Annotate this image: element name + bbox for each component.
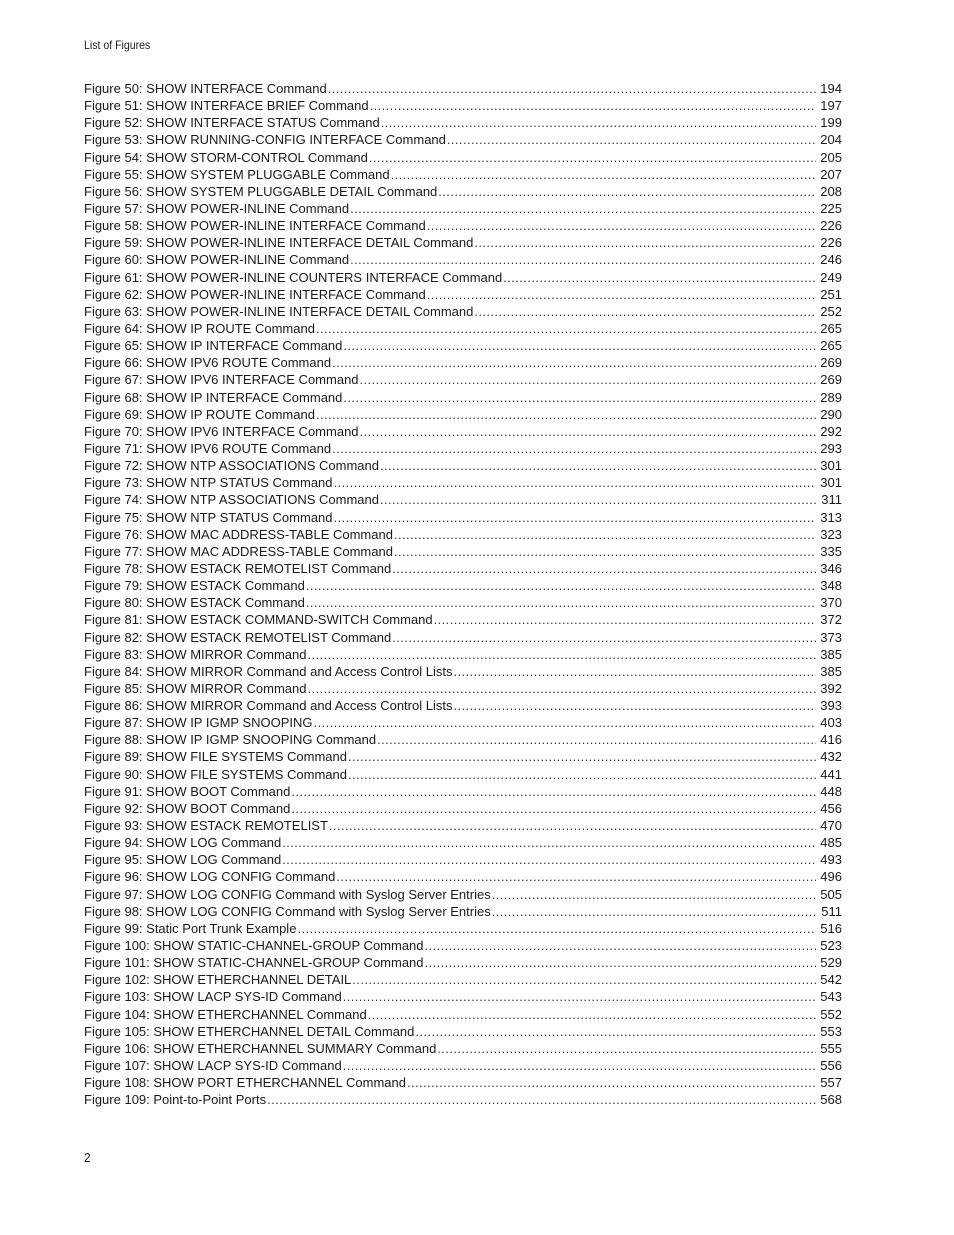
toc-entry[interactable] [84,954,842,971]
toc-entry[interactable] [84,886,842,903]
toc-entry-label: Figure 59: SHOW POWER-INLINE INTERFACE DETAIL Command [84,235,474,251]
toc-entry[interactable] [84,406,842,423]
toc-entry-page: 555 [820,1040,842,1056]
toc-entry-label: Figure 109: Point-to-Point Ports [84,1092,267,1108]
dot-leader [291,800,816,817]
toc-entry-label: Figure 50: SHOW INTERFACE Command [84,81,327,96]
toc-entry-label: Figure 75: SHOW NTP STATUS Command [84,509,333,525]
dot-leader [267,1091,816,1108]
dot-leader [380,491,817,508]
dot-leader [334,509,817,526]
toc-entry-page: 249 [820,269,842,285]
toc-entry[interactable] [84,629,842,646]
toc-entry-label: Figure 74: SHOW NTP ASSOCIATIONS Command [84,492,379,508]
toc-entry-page: 448 [820,783,842,799]
dot-leader [350,251,816,268]
toc-entry-page: 204 [820,132,842,148]
toc-entry-page: 269 [820,372,842,388]
toc-entry-page: 403 [820,715,842,731]
toc-entry[interactable] [84,646,842,663]
toc-entry[interactable] [84,337,842,354]
toc-entry[interactable] [84,1074,842,1091]
toc-entry-page: 346 [820,560,842,576]
toc-entry-page: 552 [820,1006,842,1022]
toc-entry-page: 456 [820,800,842,816]
toc-entry-page: 323 [820,526,842,542]
dot-leader [291,783,816,800]
toc-entry-label: Figure 103: SHOW LACP SYS-ID Command [84,989,342,1005]
toc-entry-page: 199 [820,115,842,131]
toc-entry-label: Figure 58: SHOW POWER-INLINE INTERFACE Command [84,218,426,234]
toc-entry[interactable] [84,251,842,268]
dot-leader [306,577,816,594]
toc-entry-label: Figure 102: SHOW ETHERCHANNEL DETAIL [84,972,352,988]
dot-leader [369,149,816,166]
toc-entry-label: Figure 77: SHOW MAC ADDRESS-TABLE Command [84,543,393,559]
dot-leader [427,217,817,234]
toc-entry-page: 373 [820,629,842,645]
toc-entry-label: Figure 63: SHOW POWER-INLINE INTERFACE DETAIL Command [84,303,474,319]
toc-entry-label: Figure 85: SHOW MIRROR Command [84,680,307,696]
toc-entry[interactable] [84,663,842,680]
dot-leader [308,646,817,663]
dot-leader [391,166,817,183]
toc-entry[interactable] [84,560,842,577]
page-number: 2 [84,1150,91,1165]
toc-entry-page: 205 [820,149,842,165]
toc-entry-page: 225 [820,200,842,216]
dot-leader [394,543,816,560]
toc-entry-page: 511 [821,903,842,919]
toc-entry-label: Figure 82: SHOW ESTACK REMOTELIST Command [84,629,392,645]
toc-entry-page: 516 [820,920,842,936]
toc-entry-label: Figure 90: SHOW FILE SYSTEMS Command [84,766,347,782]
dot-leader [370,97,817,114]
dot-leader [447,131,816,148]
dot-leader [407,1074,816,1091]
toc-entry[interactable] [84,697,842,714]
dot-leader [380,457,816,474]
toc-entry[interactable] [84,731,842,748]
dot-leader [360,371,817,388]
toc-entry[interactable] [84,543,842,560]
toc-entry-page: 493 [820,852,842,868]
toc-entry-page: 568 [820,1092,842,1108]
toc-entry-label: Figure 68: SHOW IP INTERFACE Command [84,389,343,405]
toc-entry-label: Figure 62: SHOW POWER-INLINE INTERFACE Command [84,286,426,302]
toc-entry-page: 293 [820,440,842,456]
toc-entry-page: 432 [820,749,842,765]
dot-leader [314,714,817,731]
running-header: List of Figures [84,38,151,52]
toc-entry-label: Figure 81: SHOW ESTACK COMMAND-SWITCH Command [84,612,433,628]
toc-entry-page: 543 [820,989,842,1005]
toc-entry[interactable] [84,1006,842,1023]
toc-entry[interactable] [84,457,842,474]
dot-leader [343,1057,817,1074]
toc-entry-label: Figure 69: SHOW IP ROUTE Command [84,406,315,422]
dot-leader [329,817,816,834]
toc-entry-page: 529 [820,955,842,971]
toc-entry[interactable] [84,131,842,148]
toc-entry[interactable] [84,800,842,817]
dot-leader [381,114,817,131]
dot-leader [492,886,817,903]
toc-entry-page: 208 [820,183,842,199]
toc-entry-label: Figure 83: SHOW MIRROR Command [84,646,307,662]
toc-entry-label: Figure 80: SHOW ESTACK Command [84,595,305,611]
toc-entry-page: 301 [820,475,842,491]
toc-entry-page: 496 [820,869,842,885]
toc-entry-label: Figure 60: SHOW POWER-INLINE Command [84,252,350,268]
dot-leader [360,423,817,440]
dot-leader [282,834,816,851]
dot-leader [336,868,816,885]
toc-entry[interactable] [84,1091,842,1108]
toc-entry-page: 485 [820,835,842,851]
toc-entry-label: Figure 86: SHOW MIRROR Command and Access Control Lists [84,698,453,714]
toc-entry-label: Figure 93: SHOW ESTACK REMOTELIST [84,818,328,834]
toc-entry-page: 289 [820,389,842,405]
toc-entry-label: Figure 88: SHOW IP IGMP SNOOPING Command [84,732,377,748]
dot-leader [392,629,816,646]
dot-leader [350,200,816,217]
toc-entry-page: 385 [820,663,842,679]
toc-entry-page: 392 [820,680,842,696]
toc-entry[interactable] [84,611,842,628]
toc-entry[interactable] [84,183,842,200]
toc-entry[interactable] [84,440,842,457]
dot-leader [394,526,816,543]
dot-leader [427,286,817,303]
toc-entry-label: Figure 52: SHOW INTERFACE STATUS Command [84,115,380,131]
toc-entry-page: 470 [820,818,842,834]
dot-leader [474,234,816,251]
toc-entry-label: Figure 96: SHOW LOG CONFIG Command [84,869,336,885]
dot-leader [328,80,817,97]
toc-entry[interactable] [84,149,842,166]
toc-entry-page: 226 [820,235,842,251]
toc-entry-label: Figure 98: SHOW LOG CONFIG Command with Syslog Server Entries [84,903,491,919]
dot-leader [343,988,817,1005]
toc-entry-label: Figure 51: SHOW INTERFACE BRIEF Command [84,98,369,114]
toc-entry-page: 441 [820,766,842,782]
toc-entry[interactable] [84,748,842,765]
dot-leader [306,594,816,611]
dot-leader [348,766,816,783]
toc-entry-page: 251 [820,286,842,302]
toc-entry-label: Figure 67: SHOW IPV6 INTERFACE Command [84,372,359,388]
toc-entry[interactable] [84,714,842,731]
toc-entry-label: Figure 71: SHOW IPV6 ROUTE Command [84,440,332,456]
toc-entry-label: Figure 70: SHOW IPV6 INTERFACE Command [84,423,359,439]
toc-entry[interactable] [84,97,842,114]
toc-entry-label: Figure 105: SHOW ETHERCHANNEL DETAIL Command [84,1023,415,1039]
dot-leader [332,354,816,371]
toc-entry-page: 301 [820,458,842,474]
toc-entry-page: 311 [821,492,842,508]
toc-entry-label: Figure 101: SHOW STATIC-CHANNEL-GROUP Command [84,955,424,971]
dot-leader [348,748,816,765]
toc-entry[interactable] [84,423,842,440]
toc-entry-label: Figure 66: SHOW IPV6 ROUTE Command [84,355,332,371]
toc-entry-page: 265 [820,320,842,336]
toc-entry[interactable] [84,920,842,937]
toc-entry[interactable] [84,851,842,868]
dot-leader [434,611,817,628]
toc-entry-label: Figure 97: SHOW LOG CONFIG Command with Syslog Server Entries [84,886,491,902]
toc-entry-label: Figure 99: Static Port Trunk Example [84,920,297,936]
toc-entry[interactable] [84,680,842,697]
dot-leader [438,183,816,200]
toc-entry-label: Figure 56: SHOW SYSTEM PLUGGABLE DETAIL Command [84,183,438,199]
toc-entry[interactable] [84,971,842,988]
toc-entry-label: Figure 79: SHOW ESTACK Command [84,578,305,594]
toc-entry-page: 252 [820,303,842,319]
dot-leader [437,1040,816,1057]
toc-entry-page: 557 [820,1075,842,1091]
dot-leader [415,1023,816,1040]
dot-leader [474,303,816,320]
toc-entry[interactable] [84,817,842,834]
dot-leader [308,680,817,697]
toc-entry[interactable] [84,1023,842,1040]
toc-entry-page: 505 [820,886,842,902]
toc-entry[interactable] [84,577,842,594]
toc-entry-page: 290 [820,406,842,422]
dot-leader [377,731,816,748]
dot-leader [368,1006,817,1023]
toc-entry-label: Figure 91: SHOW BOOT Command [84,783,291,799]
toc-entry-label: Figure 108: SHOW PORT ETHERCHANNEL Command [84,1075,406,1091]
dot-leader [492,903,818,920]
toc-entry-page: 246 [820,252,842,268]
toc-entry[interactable] [84,389,842,406]
toc-entry[interactable] [84,766,842,783]
toc-entry-label: Figure 61: SHOW POWER-INLINE COUNTERS INTERFACE Command [84,269,503,285]
list-of-figures [84,80,842,1108]
toc-entry[interactable] [84,80,842,97]
toc-entry[interactable] [84,526,842,543]
toc-entry-page: 265 [820,338,842,354]
dot-leader [453,697,816,714]
toc-entry[interactable] [84,217,842,234]
toc-entry-page: 313 [820,509,842,525]
dot-leader [352,971,816,988]
toc-entry-page: 226 [820,218,842,234]
toc-entry[interactable] [84,491,842,508]
dot-leader [425,954,817,971]
toc-entry[interactable] [84,1057,842,1074]
toc-entry[interactable] [84,269,842,286]
toc-entry-label: Figure 104: SHOW ETHERCHANNEL Command [84,1006,367,1022]
toc-entry-label: Figure 53: SHOW RUNNING-CONFIG INTERFACE Command [84,132,446,148]
dot-leader [316,320,816,337]
dot-leader [453,663,816,680]
toc-entry-page: 292 [820,423,842,439]
toc-entry-label: Figure 64: SHOW IP ROUTE Command [84,320,315,336]
toc-entry[interactable] [84,509,842,526]
toc-entry[interactable] [84,594,842,611]
toc-entry-label: Figure 78: SHOW ESTACK REMOTELIST Command [84,560,392,576]
toc-entry[interactable] [84,286,842,303]
dot-leader [282,851,816,868]
toc-entry-page: 207 [820,166,842,182]
toc-entry-label: Figure 89: SHOW FILE SYSTEMS Command [84,749,347,765]
toc-entry[interactable] [84,200,842,217]
toc-entry-page: 194 [820,81,842,96]
toc-entry[interactable] [84,868,842,885]
toc-entry-label: Figure 73: SHOW NTP STATUS Command [84,475,333,491]
toc-entry[interactable] [84,371,842,388]
toc-entry-page: 542 [820,972,842,988]
dot-leader [392,560,816,577]
dot-leader [332,440,816,457]
toc-entry-label: Figure 94: SHOW LOG Command [84,835,282,851]
toc-entry-label: Figure 57: SHOW POWER-INLINE Command [84,200,350,216]
toc-entry-page: 416 [820,732,842,748]
toc-entry-label: Figure 76: SHOW MAC ADDRESS-TABLE Command [84,526,393,542]
toc-entry-page: 372 [820,612,842,628]
toc-entry-page: 348 [820,578,842,594]
toc-entry-page: 385 [820,646,842,662]
toc-entry-label: Figure 107: SHOW LACP SYS-ID Command [84,1058,342,1074]
dot-leader [343,337,816,354]
toc-entry-label: Figure 95: SHOW LOG Command [84,852,282,868]
toc-entry-page: 553 [820,1023,842,1039]
toc-entry-page: 393 [820,698,842,714]
toc-entry[interactable] [84,988,842,1005]
toc-entry-page: 197 [820,98,842,114]
toc-entry-label: Figure 106: SHOW ETHERCHANNEL SUMMARY Command [84,1040,437,1056]
toc-entry-label: Figure 100: SHOW STATIC-CHANNEL-GROUP Command [84,938,424,954]
dot-leader [425,937,817,954]
toc-entry-label: Figure 54: SHOW STORM-CONTROL Command [84,149,368,165]
toc-entry-page: 556 [820,1058,842,1074]
toc-entry-page: 269 [820,355,842,371]
toc-entry[interactable] [84,903,842,920]
toc-entry[interactable] [84,834,842,851]
toc-entry[interactable] [84,320,842,337]
dot-leader [297,920,816,937]
toc-entry[interactable] [84,114,842,131]
toc-entry[interactable] [84,474,842,491]
dot-leader [334,474,817,491]
toc-entry-page: 370 [820,595,842,611]
toc-entry[interactable] [84,354,842,371]
toc-entry-label: Figure 87: SHOW IP IGMP SNOOPING [84,715,313,731]
toc-entry-page: 335 [820,543,842,559]
dot-leader [503,269,816,286]
toc-entry[interactable] [84,303,842,320]
dot-leader [343,389,816,406]
toc-entry[interactable] [84,1040,842,1057]
toc-entry[interactable] [84,166,842,183]
toc-entry-label: Figure 92: SHOW BOOT Command [84,800,291,816]
toc-entry-label: Figure 84: SHOW MIRROR Command and Access Control Lists [84,663,453,679]
toc-entry-label: Figure 55: SHOW SYSTEM PLUGGABLE Command [84,166,390,182]
toc-entry[interactable] [84,234,842,251]
dot-leader [316,406,816,423]
toc-entry[interactable] [84,783,842,800]
toc-entry-page: 523 [820,938,842,954]
toc-entry-label: Figure 65: SHOW IP INTERFACE Command [84,338,343,354]
toc-entry[interactable] [84,937,842,954]
toc-entry-label: Figure 72: SHOW NTP ASSOCIATIONS Command [84,458,379,474]
